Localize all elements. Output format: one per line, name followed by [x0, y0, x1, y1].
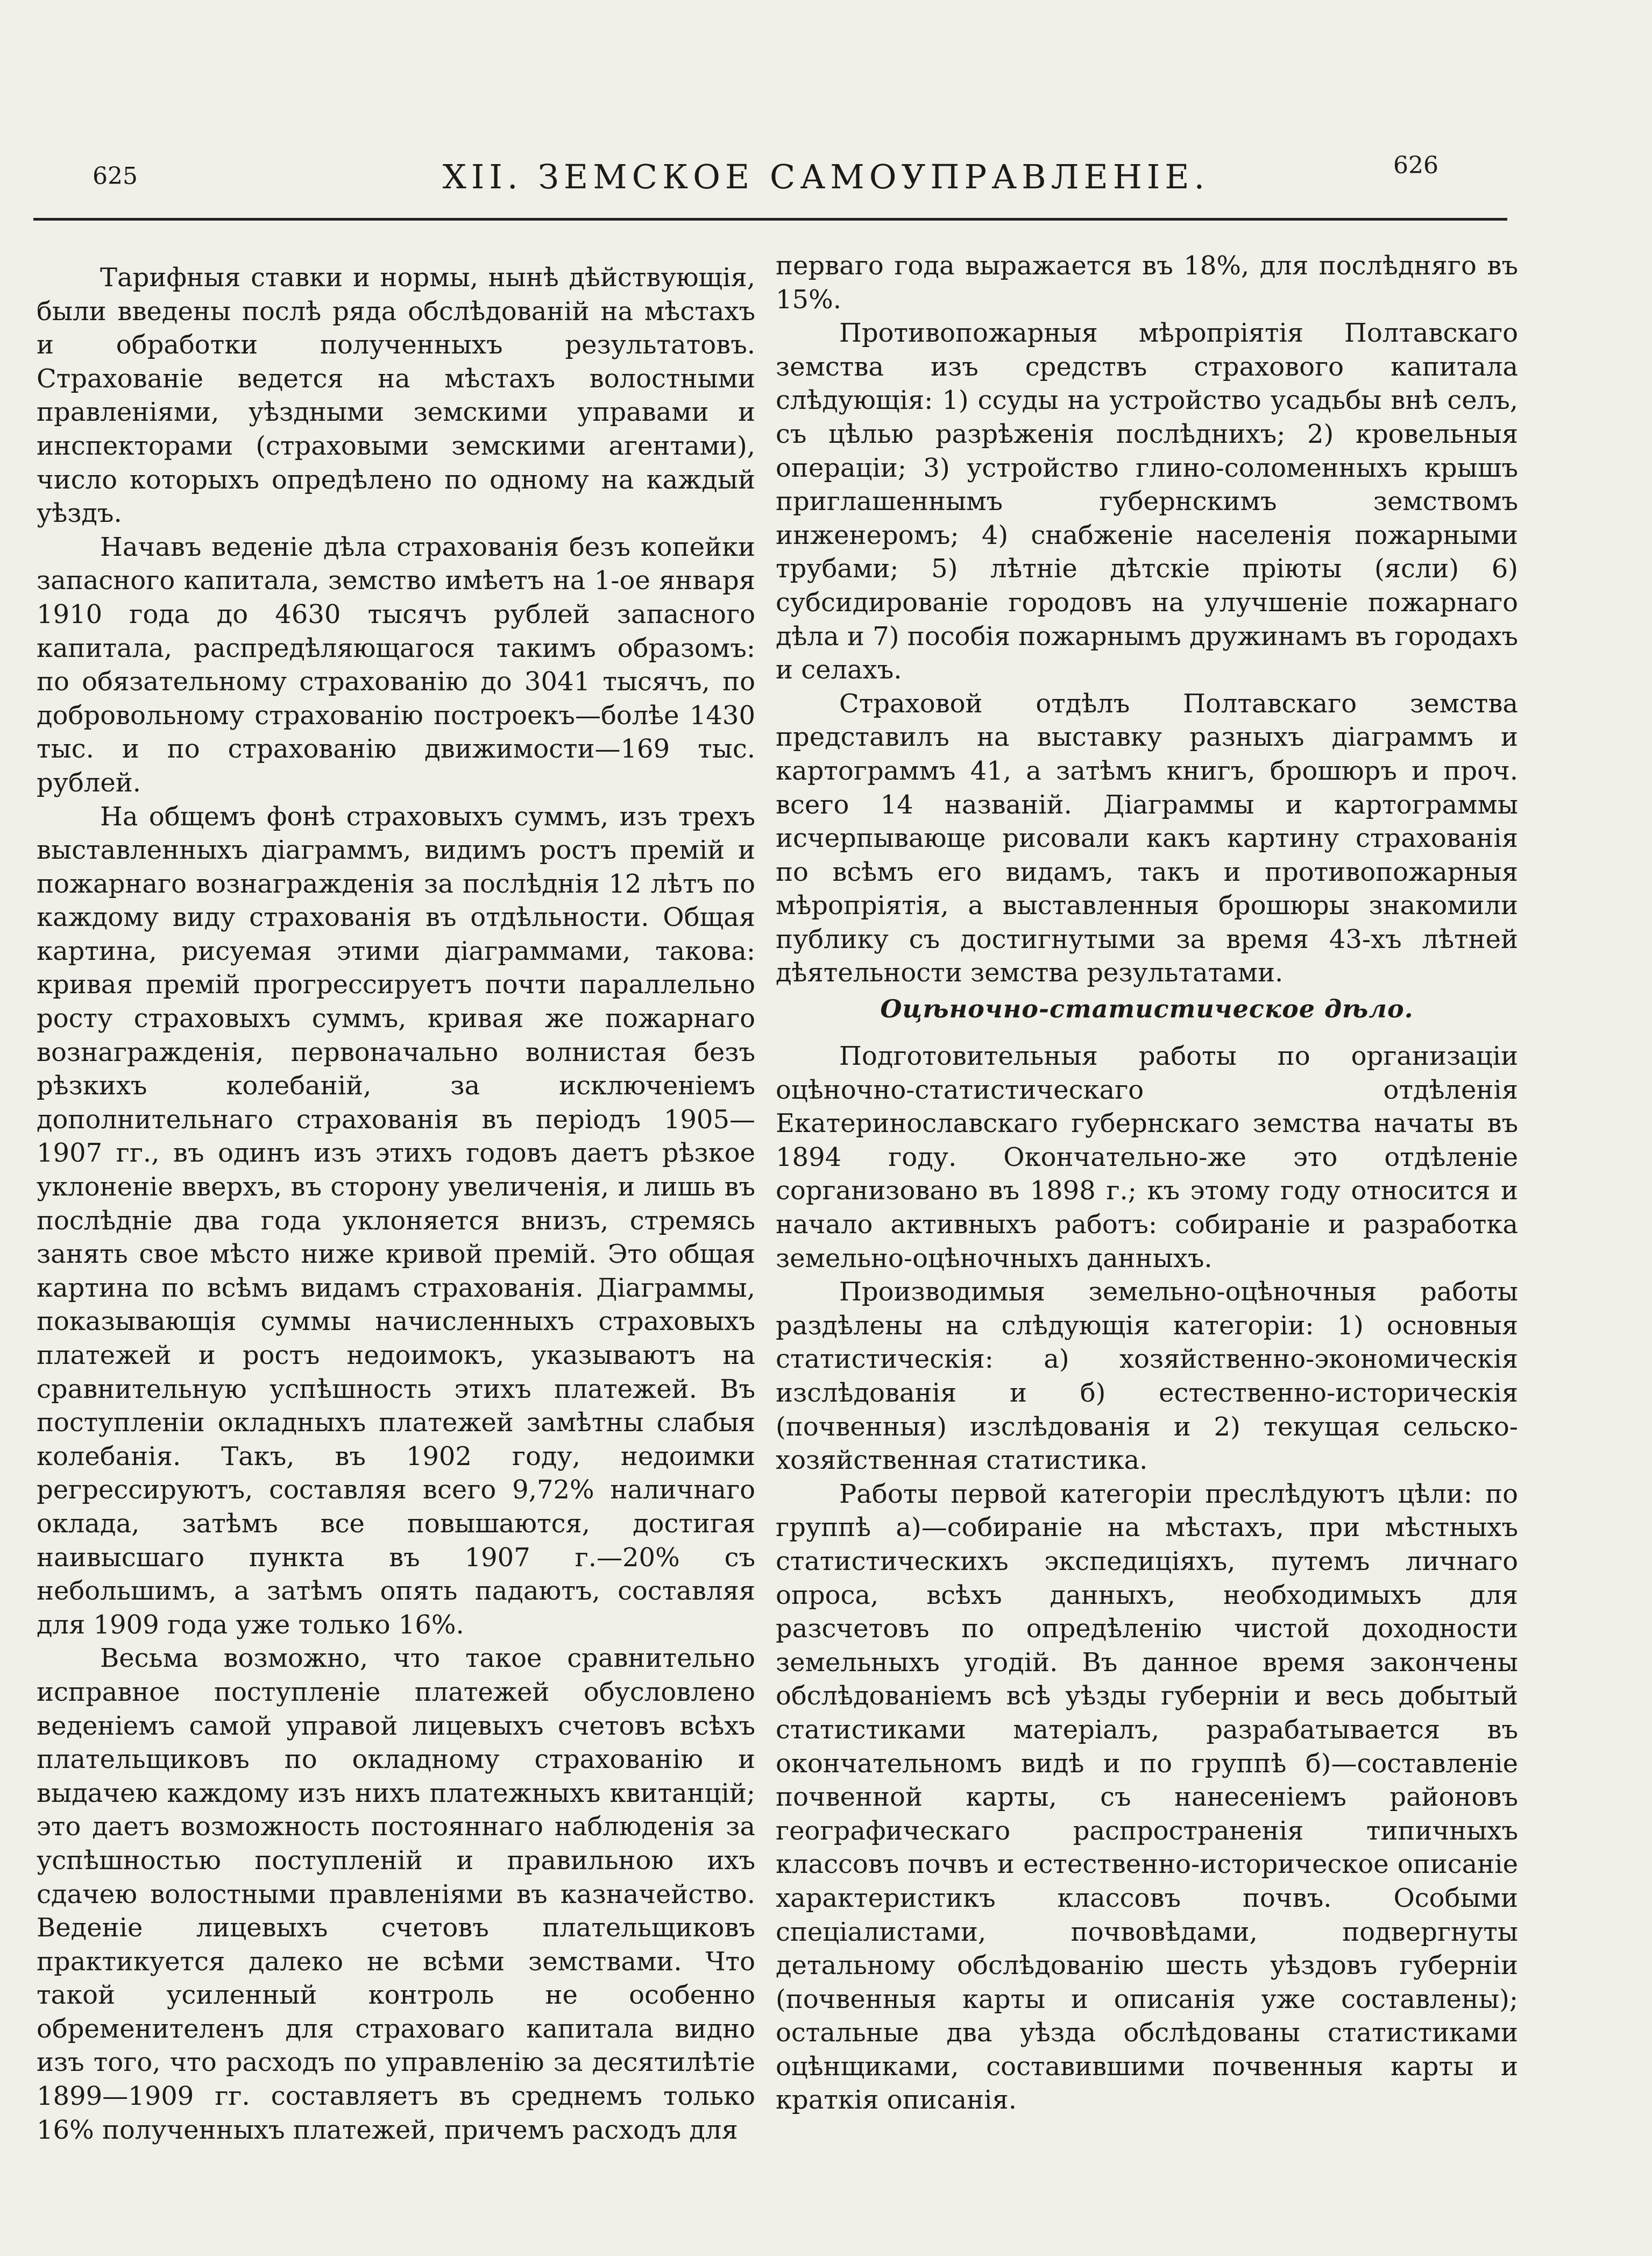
paragraph-continuation: перваго года выражается въ 18%, для послѣдняго въ 15%. [776, 251, 1518, 315]
page-number-left: 625 [93, 162, 138, 190]
page-number-right: 626 [1393, 152, 1438, 179]
paragraph-tariffs: Тарифныя ставки и нормы, нынѣ дѣйствующія, были введены послѣ ряда обслѣдованій на мѣстахъ и обработки полученныхъ результатовъ. Страхованіе ведется на мѣстахъ волостными правленіями, уѣздными земскими управами и инспекторами (страховыми земскими агентами), число которыхъ опредѣлено по одному на каждый уѣздъ. [37, 263, 755, 529]
section-heading: Оцѣночно-статистическое дѣло. [880, 994, 1414, 1024]
right-column [776, 249, 1518, 2117]
paragraph-first-category: Работы первой категоріи преслѣдуютъ цѣли: по группѣ а)—собираніе на мѣстахъ, при мѣстныхъ статистическихъ экспедиціяхъ, путемъ личнаго опроса, всѣхъ данныхъ, необходимыхъ для разсчетовъ по опредѣленію чистой доходности земельныхъ угодій. Въ данное время закончены обслѣдованіемъ всѣ уѣзды губерніи и весь добытый статистиками матеріалъ, разрабатывается въ окончательномъ видѣ и по группѣ б)—составленіе почвенной карты, съ нанесеніемъ районовъ географическаго распространенія типичныхъ классовъ почвъ и естественно-историческое описаніе характеристикъ классовъ почвъ. Особыми спеціалистами, почвовѣдами, подвергнуты детальному обслѣдованію шесть уѣздовъ губерніи (почвенныя карты и описанія уже составлены); остальные два уѣзда обслѣдованы статистиками оцѣнщиками, составившими почвенныя карты и краткія описанія. [776, 1479, 1518, 2116]
header-rule [33, 218, 1507, 221]
running-title: XII. ЗЕМСКОЕ САМОУПРАВЛЕНІЕ. [442, 157, 1210, 196]
paragraph-exhibition: Страховой отдѣлъ Полтавскаго земства представилъ на выставку разныхъ діаграммъ и картограммъ 41, а затѣмъ книгъ, брошюръ и проч. всего 14 названій. Діаграммы и картограммы исчерпывающе рисовали какъ картину страхованія по всѣмъ его видамъ, такъ и противопожарныя мѣропріятія, а выставленныя брошюры знакомили публику съ достигнутыми за время 43-хъ лѣтней дѣятельности земства результатами. [776, 688, 1518, 988]
paragraph-fire-measures: Противопожарныя мѣропріятія Полтавскаго земства изъ средствъ страхового капитала слѣдующія: 1) ссуды на устройство усадьбы внѣ селъ, съ цѣлью разрѣженія послѣднихъ; 2) кровельныя операціи; 3) устройство глино-соломенныхъ крышъ приглашеннымъ губернскимъ земствомъ инженеромъ; 4) снабженіе населенія пожарными трубами; 5) лѣтніе дѣтскіе пріюты (ясли) 6) субсидированіе городовъ на улучшеніе пожарнаго дѣла и 7) пособія пожарнымъ дружинамъ въ городахъ и селахъ. [776, 318, 1518, 685]
left-column [37, 261, 755, 2147]
paragraph-diagrams: На общемъ фонѣ страховыхъ суммъ, изъ трехъ выставленныхъ діаграммъ, видимъ ростъ премій и пожарнаго вознагражденія за послѣднія 12 лѣтъ по каждому виду страхованія въ отдѣльности. Общая картина, рисуемая этими діаграммами, такова: кривая премій прогрессируетъ почти параллельно росту страховыхъ суммъ, кривая же пожарнаго вознагражденія, первоначально волнистая безъ рѣзкихъ колебаній, за исключеніемъ дополнительнаго страхованія въ періодъ 1905—1907 гг., въ одинъ изъ этихъ годовъ даетъ рѣзкое уклоненіе вверхъ, въ сторону увеличенія, и лишь въ послѣдніе два года уклоняется внизъ, стремясь занять свое мѣсто ниже кривой премій. Это общая картина по всѣмъ видамъ страхованія. Діаграммы, показывающія суммы начисленныхъ страховыхъ платежей и ростъ недоимокъ, указываютъ на сравнительную успѣшность этихъ платежей. Въ поступленіи окладныхъ платежей замѣтны слабыя колебанія. Такъ, въ 1902 году, недоимки регрессируютъ, составляя всего 9,72% наличнаго оклада, затѣмъ все повышаются, достигая наивысшаго пункта въ 1907 г.—20% съ небольшимъ, а затѣмъ опять падаютъ, составляя для 1909 года уже только 16%. [37, 801, 755, 1640]
paragraph-reserve-capital: Начавъ веденіе дѣла страхованія безъ копейки запасного капитала, земство имѣетъ на 1-ое января 1910 года до 4630 тысячъ рублей запасного капитала, распредѣляющагося такимъ образомъ: по обязательному страхованію до 3041 тысячъ, по добровольному страхованію построекъ—болѣе 1430 тыс. и по страхованію движимости—169 тыс. рублей. [37, 532, 755, 798]
paragraph-accounts: Весьма возможно, что такое сравнительно исправное поступленіе платежей обусловлено веденіемъ самой управой лицевыхъ счетовъ всѣхъ плательщиковъ по окладному страхованію и выдачею каждому изъ нихъ платежныхъ квитанцій; это даетъ возможность постояннаго наблюденія за успѣшностью поступленій и правильною ихъ сдачею волостными правленіями въ казначейство. Веденіе лицевыхъ счетовъ плательщиковъ практикуется далеко не всѣми земствами. Что такой усиленный контроль не особенно обременителенъ для страховаго капитала видно изъ того, что расходъ по управленію за десятилѣтіе 1899—1909 гг. составляетъ въ среднемъ только 16% полученныхъ платежей, причемъ расходъ для [37, 1643, 755, 2145]
paragraph-preparatory-works: Подготовительныя работы по организаціи оцѣночно-статистическаго отдѣленія Екатеринославскаго губернскаго земства начаты въ 1894 году. Окончательно-же это отдѣленіе сорганизовано въ 1898 г.; къ этому году относится и начало активныхъ работъ: собираніе и разработка земельно-оцѣночныхъ данныхъ. [776, 1041, 1518, 1274]
paragraph-categories: Производимыя земельно-оцѣночныя работы раздѣлены на слѣдующія категоріи: 1) основныя статистическія: а) хозяйственно-экономическія изслѣдованія и б) естественно-историческія (почвенныя) изслѣдованія и 2) текущая сельско-хозяйственная статистика. [776, 1277, 1518, 1476]
